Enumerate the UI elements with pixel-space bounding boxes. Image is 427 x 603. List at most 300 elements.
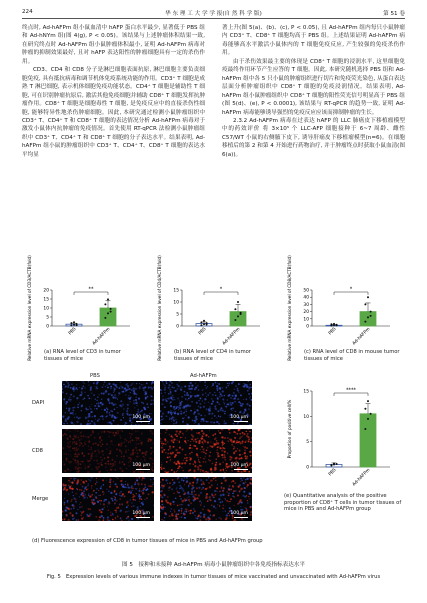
cell-dot — [76, 483, 78, 485]
cell-dot — [150, 453, 152, 455]
cell-dot — [176, 388, 178, 390]
cell-dot — [163, 467, 165, 469]
y-tick-label: 30 — [303, 302, 309, 308]
cell-dot — [183, 434, 184, 435]
cell-dot — [219, 490, 221, 492]
cell-dot — [223, 402, 224, 403]
cell-dot — [220, 518, 222, 520]
cell-dot — [101, 392, 103, 394]
column-label-ad: Ad-hAFPm — [190, 373, 217, 379]
cell-dot — [225, 457, 226, 458]
cell-dot — [67, 423, 68, 424]
cell-dot — [216, 440, 217, 441]
cell-dot — [243, 446, 244, 447]
cell-dot — [200, 407, 202, 409]
cell-dot — [202, 443, 203, 444]
cell-dot — [100, 445, 102, 447]
cell-dot — [232, 407, 234, 409]
cell-dot — [191, 452, 193, 454]
cell-dot — [70, 387, 71, 388]
cell-dot — [97, 420, 99, 422]
cell-dot — [185, 386, 186, 387]
cell-dot — [221, 395, 223, 397]
data-point — [237, 315, 239, 317]
cell-dot — [196, 432, 197, 433]
cell-dot — [197, 455, 199, 457]
cell-dot — [177, 505, 179, 507]
cell-dot — [187, 493, 189, 495]
cell-dot — [183, 512, 185, 514]
cell-dot — [108, 436, 110, 438]
cell-dot — [193, 470, 195, 472]
cell-dot — [98, 490, 99, 491]
cell-dot — [128, 441, 130, 443]
cell-dot — [112, 500, 113, 501]
cell-dot — [200, 457, 201, 458]
cell-dot — [131, 424, 132, 425]
cell-dot — [167, 483, 168, 484]
cell-dot — [72, 410, 74, 412]
cell-dot — [104, 458, 106, 460]
cell-dot — [109, 414, 111, 416]
cell-dot — [198, 406, 200, 408]
cell-dot — [244, 446, 246, 448]
cell-dot — [120, 480, 122, 482]
cell-dot — [107, 519, 109, 521]
cell-dot — [224, 403, 225, 404]
cell-dot — [153, 482, 154, 483]
cell-dot — [134, 483, 136, 485]
cell-dot — [144, 408, 146, 410]
cell-dot — [203, 516, 204, 517]
cell-dot — [128, 462, 129, 463]
cell-dot — [95, 450, 96, 451]
cell-dot — [220, 469, 222, 471]
cell-dot — [130, 396, 132, 398]
cell-dot — [90, 464, 91, 465]
cell-dot — [103, 517, 105, 519]
cell-dot — [160, 507, 162, 509]
cell-dot — [144, 452, 146, 454]
section-body: 将 3×10⁵ 个 LLC-AFP 细胞接种于 6~7 周龄、雌性 C57/WT 小鼠的右侧腋下皮下, 诱导肝癌皮下移植瘤模型(n=6)。在细胞移植后的第 2 和第 4 开始进行药物治疗, 并于肿瘤终点时获取小鼠血清(图 6(a))。 — [222, 126, 405, 158]
cell-dot — [188, 405, 190, 407]
cell-dot — [85, 467, 87, 469]
cell-dot — [63, 484, 65, 486]
cell-dot — [235, 490, 237, 492]
cell-dot — [194, 515, 195, 516]
cell-dot — [181, 504, 183, 506]
cell-dot — [75, 467, 76, 468]
cell-dot — [131, 485, 133, 487]
cell-dot — [89, 479, 91, 481]
cell-dot — [106, 384, 108, 386]
cell-dot — [228, 385, 229, 386]
cell-dot — [122, 461, 124, 463]
cell-dot — [74, 417, 75, 418]
cell-dot — [165, 507, 166, 508]
cell-dot — [191, 484, 193, 486]
cell-dot — [120, 400, 122, 402]
cell-dot — [104, 507, 105, 508]
cell-dot — [169, 419, 171, 421]
cell-dot — [226, 514, 228, 516]
cell-dot — [136, 405, 137, 406]
cell-dot — [97, 381, 99, 383]
cell-dot — [176, 488, 177, 489]
cell-dot — [82, 445, 84, 447]
cell-dot — [185, 437, 186, 438]
cell-dot — [186, 431, 187, 432]
cell-dot — [75, 469, 76, 470]
cell-dot — [250, 387, 251, 388]
cell-dot — [200, 397, 202, 399]
cell-dot — [81, 506, 83, 508]
cell-dot — [64, 401, 66, 403]
cell-dot — [228, 495, 229, 496]
cell-dot — [133, 388, 135, 390]
cell-dot — [216, 449, 218, 451]
cell-dot — [68, 480, 70, 482]
cell-dot — [94, 408, 95, 409]
cell-dot — [104, 381, 106, 383]
cell-dot — [129, 417, 131, 419]
cell-dot — [194, 491, 195, 492]
cell-dot — [228, 485, 230, 487]
cell-dot — [74, 436, 76, 438]
cell-dot — [91, 420, 93, 422]
cell-dot — [128, 395, 129, 396]
cell-dot — [106, 488, 107, 489]
cell-dot — [176, 435, 178, 437]
data-point — [203, 320, 205, 322]
cell-dot — [240, 457, 242, 459]
cell-dot — [145, 485, 146, 486]
cell-dot — [182, 421, 184, 423]
cell-dot — [182, 500, 184, 502]
cell-dot — [174, 399, 175, 400]
x-tick-label: Ad-hAFPm — [91, 326, 112, 347]
cell-dot — [115, 403, 117, 405]
cell-dot — [125, 445, 127, 447]
cell-dot — [146, 383, 148, 385]
cell-dot — [78, 467, 80, 469]
cell-dot — [111, 423, 113, 425]
cell-dot — [70, 399, 72, 401]
cell-dot — [102, 403, 104, 405]
cell-dot — [171, 469, 173, 471]
cell-dot — [107, 460, 109, 462]
cell-dot — [234, 482, 236, 484]
cell-dot — [201, 451, 202, 452]
cell-dot — [179, 381, 181, 382]
scale-bar: 100 μm — [230, 415, 248, 420]
cell-dot — [242, 432, 244, 434]
cell-dot — [224, 420, 226, 422]
cell-dot — [169, 515, 171, 517]
cell-dot — [144, 520, 145, 521]
cell-dot — [90, 389, 92, 391]
cell-dot — [77, 480, 79, 482]
cell-dot — [123, 463, 125, 465]
cell-dot — [89, 496, 91, 498]
cell-dot — [245, 508, 246, 509]
cell-dot — [178, 385, 180, 387]
cell-dot — [114, 503, 115, 504]
cell-dot — [189, 482, 191, 484]
cell-dot — [136, 443, 138, 445]
cell-dot — [66, 408, 67, 409]
data-point — [364, 428, 366, 430]
cell-dot — [179, 431, 181, 433]
cell-dot — [79, 444, 81, 446]
cell-dot — [138, 443, 139, 444]
cell-dot — [101, 486, 102, 487]
cell-dot — [205, 408, 207, 410]
cell-dot — [215, 395, 216, 396]
cell-dot — [65, 386, 67, 388]
cell-dot — [87, 395, 89, 397]
data-point — [364, 321, 366, 323]
cell-dot — [248, 381, 249, 382]
cell-dot — [234, 398, 235, 399]
cell-dot — [222, 398, 224, 400]
cell-dot — [135, 482, 136, 483]
cell-dot — [68, 493, 69, 494]
y-tick-label: 0 — [176, 324, 179, 330]
cell-dot — [179, 442, 180, 443]
cell-dot — [70, 508, 72, 510]
cell-dot — [207, 386, 208, 387]
x-tick-label: Ad-hAFPm — [351, 467, 372, 488]
cell-dot — [218, 498, 220, 500]
cell-dot — [63, 518, 65, 520]
cell-dot — [109, 478, 111, 480]
cell-dot — [124, 387, 126, 389]
cell-dot — [131, 506, 132, 507]
cell-dot — [198, 389, 200, 391]
cell-dot — [242, 386, 243, 387]
cell-dot — [233, 440, 235, 442]
cell-dot — [208, 510, 210, 512]
cell-dot — [200, 469, 202, 471]
cell-dot — [225, 468, 226, 469]
cell-dot — [182, 418, 184, 420]
cell-dot — [183, 407, 185, 409]
cell-dot — [101, 386, 103, 388]
cell-dot — [131, 389, 133, 391]
cell-dot — [216, 385, 218, 387]
cell-dot — [222, 507, 224, 509]
cell-dot — [249, 397, 251, 399]
cell-dot — [200, 420, 202, 422]
x-tick-label: PBS — [327, 326, 338, 337]
cell-dot — [152, 491, 154, 493]
cell-dot — [110, 484, 111, 485]
cell-dot — [210, 515, 211, 516]
cell-dot — [76, 454, 77, 455]
cell-dot — [206, 387, 208, 389]
cell-dot — [68, 454, 69, 455]
cell-dot — [171, 453, 173, 455]
cell-dot — [114, 491, 116, 493]
cell-dot — [214, 500, 216, 502]
cell-dot — [161, 381, 163, 382]
cell-dot — [71, 413, 72, 414]
cell-dot — [152, 484, 154, 486]
cell-dot — [205, 453, 207, 455]
cell-dot — [168, 487, 169, 488]
cell-dot — [62, 519, 63, 521]
cell-dot — [136, 402, 138, 404]
scale-bar: 100 μm — [230, 511, 248, 516]
cell-dot — [84, 383, 85, 384]
cell-dot — [73, 505, 75, 507]
cell-dot — [62, 391, 64, 393]
cell-dot — [135, 459, 136, 460]
cell-dot — [114, 388, 116, 390]
cell-dot — [141, 384, 142, 385]
cell-dot — [121, 470, 123, 472]
cell-dot — [132, 383, 133, 384]
cell-dot — [171, 421, 172, 422]
page-number: 224 — [22, 9, 33, 15]
cell-dot — [151, 396, 152, 397]
cell-dot — [78, 404, 79, 405]
cell-dot — [115, 477, 116, 478]
cell-dot — [84, 495, 85, 496]
cell-dot — [179, 447, 181, 449]
cell-dot — [74, 456, 75, 457]
cell-dot — [122, 403, 123, 404]
cell-dot — [67, 468, 69, 470]
cell-dot — [146, 403, 148, 405]
cell-dot — [85, 465, 86, 466]
cell-dot — [227, 513, 229, 515]
scale-bar-line — [234, 469, 248, 470]
cell-dot — [173, 439, 175, 441]
cell-dot — [101, 399, 102, 400]
cell-dot — [181, 516, 183, 518]
cell-dot — [85, 416, 87, 418]
cell-dot — [77, 430, 79, 432]
cell-dot — [135, 437, 137, 439]
cell-dot — [95, 497, 97, 499]
cell-dot — [133, 499, 135, 501]
cell-dot — [164, 389, 166, 391]
cell-dot — [148, 485, 149, 486]
cell-dot — [69, 396, 71, 398]
cell-dot — [178, 433, 180, 435]
cell-dot — [208, 482, 210, 484]
cell-dot — [239, 392, 240, 393]
cell-dot — [148, 423, 149, 424]
y-tick-label: 10 — [303, 414, 309, 420]
cell-dot — [189, 405, 191, 407]
cell-dot — [102, 492, 103, 493]
cell-dot — [126, 518, 128, 520]
cell-dot — [107, 456, 109, 458]
cell-dot — [165, 500, 167, 502]
cell-dot — [96, 480, 97, 481]
cell-dot — [70, 500, 72, 502]
cell-dot — [198, 457, 199, 458]
cell-dot — [231, 470, 233, 472]
data-point — [110, 311, 112, 313]
cell-dot — [96, 456, 97, 457]
cell-dot — [163, 384, 164, 385]
cell-dot — [160, 510, 161, 512]
cell-dot — [161, 490, 163, 492]
row-label-merge: Merge — [32, 496, 49, 502]
cell-dot — [161, 485, 163, 487]
cell-dot — [121, 503, 123, 505]
cell-dot — [199, 465, 200, 466]
cell-dot — [62, 381, 63, 383]
cell-dot — [83, 385, 85, 387]
cell-dot — [127, 516, 129, 518]
cell-dot — [83, 435, 85, 437]
cell-dot — [225, 459, 227, 461]
figure-title-en: Fig. 5 Expression levels of various immune indexes in tumor tissues of mice vaccinated and unvaccinated with Ad-hAFPm virus — [46, 574, 381, 580]
cell-dot — [100, 462, 101, 463]
cell-dot — [212, 515, 213, 516]
cell-dot — [226, 491, 227, 492]
cell-dot — [160, 438, 161, 440]
cell-dot — [193, 464, 194, 465]
cell-dot — [81, 480, 82, 481]
cell-dot — [177, 513, 179, 515]
cell-dot — [123, 442, 125, 444]
cell-dot — [230, 498, 232, 500]
cell-dot — [139, 456, 140, 457]
cell-dot — [138, 449, 139, 450]
cell-dot — [127, 408, 129, 410]
cell-dot — [84, 443, 86, 445]
cell-dot — [89, 415, 91, 417]
cell-dot — [223, 477, 225, 479]
cell-dot — [194, 388, 196, 390]
significance-label: ** — [88, 286, 94, 293]
cell-dot — [217, 398, 219, 400]
cell-dot — [131, 433, 133, 435]
cell-dot — [189, 469, 191, 471]
cell-dot — [64, 502, 66, 504]
scale-bar: 100 μm — [132, 463, 150, 468]
cell-dot — [82, 486, 84, 488]
cell-dot — [239, 484, 241, 486]
cell-dot — [153, 399, 154, 401]
cell-dot — [243, 399, 244, 400]
cell-dot — [87, 515, 89, 517]
cell-dot — [95, 483, 97, 485]
cell-dot — [83, 490, 85, 492]
section-heading: Ad-hAFPm 病毒在过表达 hAFP 的 LLC 肺癌皮下移植瘤模型中的药效评价 — [222, 117, 406, 133]
cell-dot — [175, 449, 177, 451]
cell-dot — [248, 388, 250, 390]
cell-dot — [123, 458, 124, 459]
cell-dot — [194, 417, 196, 419]
cell-dot — [111, 448, 112, 449]
cell-dot — [139, 477, 140, 478]
cell-dot — [90, 447, 92, 449]
cell-dot — [249, 492, 251, 494]
cell-dot — [248, 415, 249, 416]
cell-dot — [214, 465, 216, 467]
cell-dot — [75, 389, 76, 390]
cell-dot — [68, 484, 69, 485]
cell-dot — [187, 497, 188, 498]
cell-dot — [164, 406, 166, 408]
